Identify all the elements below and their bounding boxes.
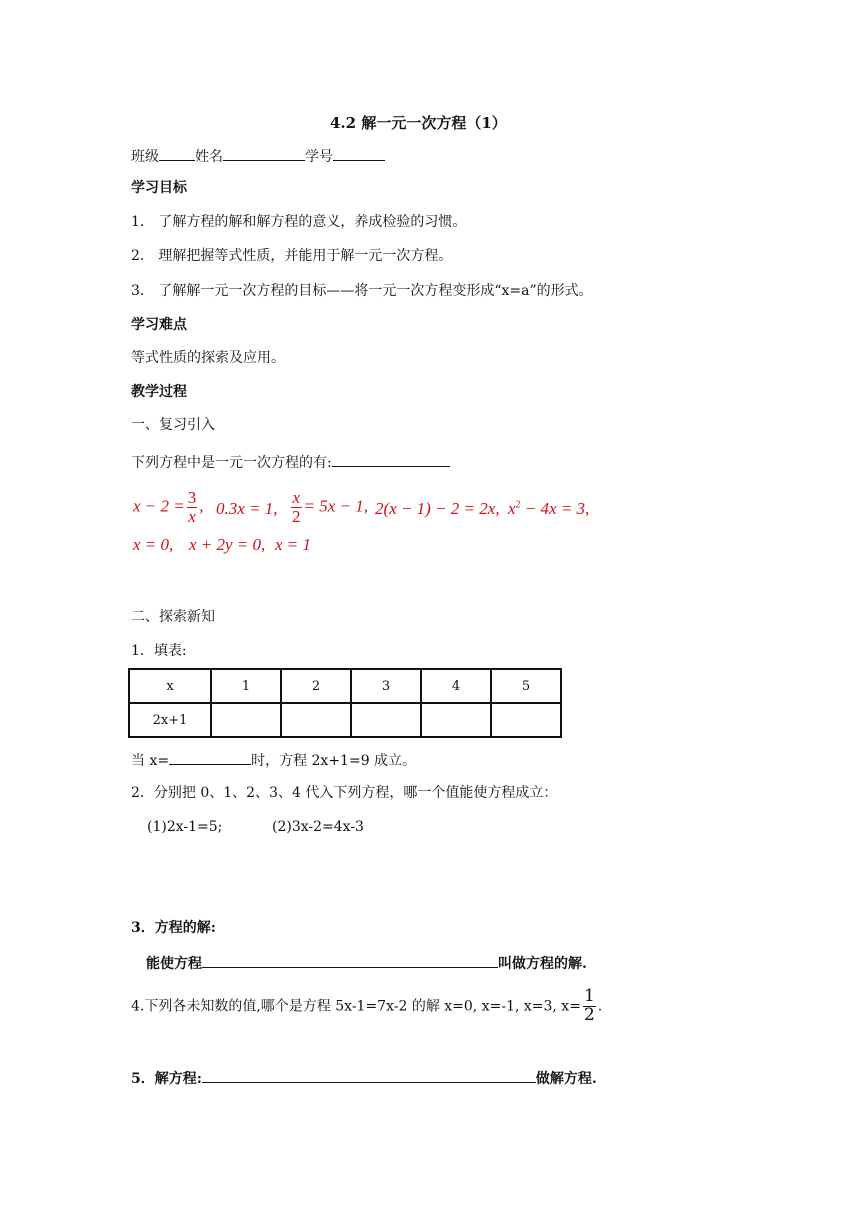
part1-question-text: 下列方程中是一元一次方程的有: — [131, 455, 332, 471]
table-cell: 3 — [351, 669, 421, 703]
question-1-followup-b: 时，方程 2x+1=9 成立。 — [251, 753, 417, 769]
equation-5-rest: − 4x = 3, — [520, 499, 590, 518]
equation-5-base: x — [508, 499, 516, 518]
question-5-a: 5．解方程: — [131, 1071, 202, 1087]
name-blank — [223, 146, 305, 161]
equation-3-fraction — [291, 489, 302, 526]
equation-3-denominator: 2 — [292, 506, 301, 526]
question-4-text: 4.下列各未知数的值,哪个是方程 5x-1=7x-2 的解 x=0, x=-1, x=3, x= — [131, 998, 581, 1015]
table-cell: 5 — [491, 669, 561, 703]
question-5 — [131, 1068, 597, 1089]
table-answer-cell[interactable] — [351, 703, 421, 737]
equation-7: x + 2y = 0, — [189, 535, 266, 554]
part1-question — [131, 452, 450, 473]
page-title: 4.2 解一元一次方程（1） — [330, 114, 507, 132]
question-2-sub-2: (2)3x-2=4x-3 — [272, 819, 364, 835]
table-row — [129, 669, 561, 703]
id-label: 学号 — [305, 149, 333, 165]
goal-item-3: 3． 了解解一元一次方程的目标——将一元一次方程变形成“x=a”的形式。 — [131, 283, 593, 299]
table-answer-cell[interactable] — [421, 703, 491, 737]
table-cell: x — [129, 669, 211, 703]
question-3-line — [146, 953, 587, 974]
question-3-b: 叫做方程的解. — [498, 956, 587, 972]
equation-5 — [508, 499, 589, 519]
goals-heading: 学习目标 — [131, 180, 187, 196]
table-row — [129, 703, 561, 737]
name-label: 姓名 — [195, 149, 223, 165]
part1-heading: 一、复习引入 — [131, 417, 215, 433]
class-label: 班级 — [131, 149, 159, 165]
equation-6: x = 0, — [133, 535, 174, 554]
question-3: 3．方程的解: — [131, 920, 216, 936]
equation-4: 2(x − 1) − 2 = 2x, — [375, 499, 500, 518]
class-blank — [159, 146, 195, 161]
table-answer-cell[interactable] — [491, 703, 561, 737]
goal-item-1: 1． 了解方程的解和解方程的意义，养成检验的习惯。 — [131, 214, 467, 230]
table-cell: 4 — [421, 669, 491, 703]
question-2-sub-1: (1)2x-1=5; — [147, 819, 223, 835]
equation-8: x = 1 — [275, 535, 312, 554]
question-5-blank — [202, 1068, 536, 1083]
equation-2: 0.3x = 1, — [216, 499, 278, 518]
difficulty-heading: 学习难点 — [131, 317, 187, 333]
difficulty-text: 等式性质的探索及应用。 — [131, 350, 285, 366]
table-cell: 2 — [281, 669, 351, 703]
student-info-line — [131, 146, 385, 167]
equation-1-numerator: 3 — [187, 488, 197, 507]
table-cell: 1 — [211, 669, 281, 703]
equation-3-right: = 5x − 1, — [303, 496, 368, 516]
equation-5-exponent: 2 — [515, 499, 521, 511]
question-2: 2．分别把 0、1、2、3、4 代入下列方程，哪一个值能使方程成立： — [131, 785, 558, 801]
id-blank — [333, 146, 385, 161]
question-4 — [131, 988, 602, 1025]
question-4-denominator: 2 — [583, 1004, 595, 1025]
part2-heading: 二、探索新知 — [131, 609, 215, 625]
equation-1-left: x − 2 = — [133, 496, 185, 516]
question-3-a: 能使方程 — [146, 956, 202, 972]
part1-answer-blank — [332, 452, 450, 467]
question-5-b: 做解方程. — [535, 1071, 597, 1087]
equation-1 — [133, 489, 204, 526]
process-heading: 教学过程 — [131, 384, 187, 400]
question-4-numerator: 1 — [583, 986, 595, 1006]
table-cell: 2x+1 — [129, 703, 211, 737]
equation-1-comma: , — [199, 496, 204, 516]
equation-3-numerator: x — [292, 488, 301, 507]
question-1-followup — [131, 750, 416, 771]
table-answer-cell[interactable] — [281, 703, 351, 737]
question-1-blank — [169, 750, 251, 765]
question-1: 1．填表: — [131, 643, 187, 659]
question-3-blank — [202, 953, 498, 968]
equation-3 — [289, 489, 368, 526]
fill-in-table — [128, 668, 562, 738]
table-answer-cell[interactable] — [211, 703, 281, 737]
goal-item-2: 2． 理解把握等式性质，并能用于解一元一次方程。 — [131, 248, 453, 264]
question-4-fraction — [583, 988, 596, 1025]
equation-1-denominator: x — [188, 506, 196, 526]
question-4-end: . — [597, 998, 603, 1015]
equation-1-fraction — [187, 489, 198, 526]
question-1-followup-a: 当 x= — [131, 753, 170, 769]
